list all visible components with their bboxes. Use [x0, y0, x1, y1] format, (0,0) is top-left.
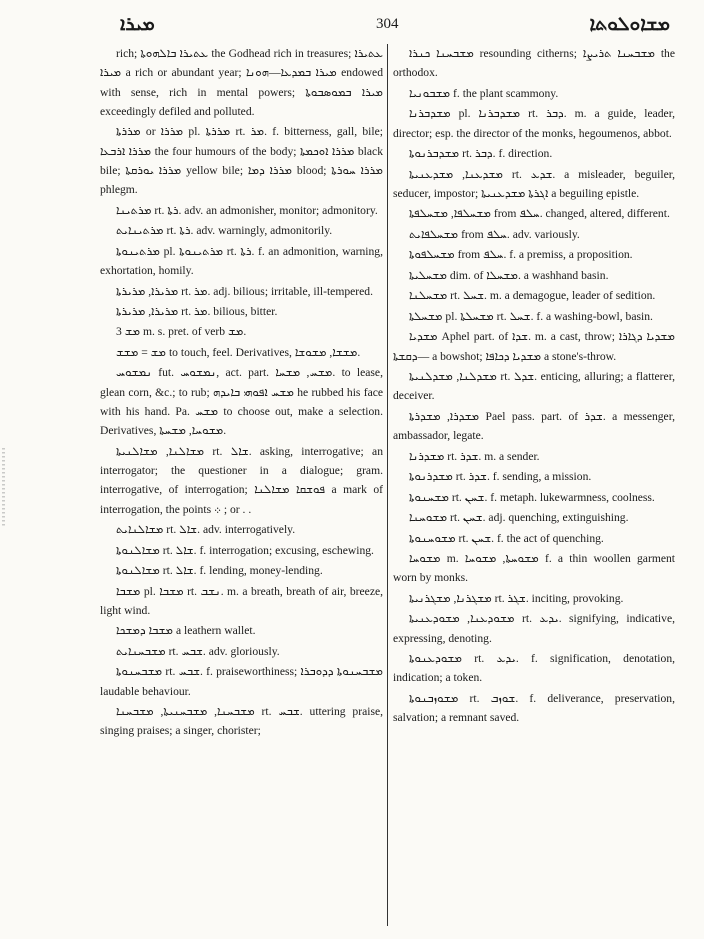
- dictionary-entry: rich; ܥܬܝܪܐ ܒܐܠܗܘܬܐ the Godhead rich in treasures; ܥܬܝܪܐ ܡܝܪܐ a rich or abundant year; ܡܝܪܐ ܒܡܕܥܐ—ܗܘܢܐ endowed with sense, rich in mental powers; ܡܝܪܐ ܒܡܘܣܒܘܬܐ exceedingly defiled and polluted.: [100, 47, 384, 118]
- dictionary-entry: ܡܫܘܙܒܢܘܬܐ rt. ܫܘܙܒ. f. deliverance, preservation, salvation; a remnant saved.: [393, 691, 675, 725]
- dictionary-entry: ܡܫܒܚܢܐ ܟܢܪܐ resounding citherns; ܡܫܒܚܢܐ ܬܪܝܨܐ the orthodox.: [393, 47, 675, 80]
- page-number: 304: [376, 16, 399, 32]
- dictionary-entry: ܡܫܚܢܘܬܐ rt. ܫܚܢ. f. metaph. lukewarmness, coolness.: [409, 490, 655, 504]
- dictionary-entry: ܡܫܐܠܢܘܬܐ rt. ܫܐܠ. f. lending, money-lending.: [116, 564, 323, 578]
- dictionary-entry: ܡܫܒܐ pl. ܡܫܒܐ rt. ܢܫܒ. m. a breath, breath of air, breeze, light wind.: [100, 584, 384, 617]
- column-divider: [387, 44, 388, 926]
- page-header: [100, 14, 680, 38]
- dictionary-entry: ܡܫܒܚܢܐ, ܡܫܒܚܢܝܬܐ, ܡܫܒܚܢܐ rt. ܫܒܚ. uttering praise, singing praises; a singer, chorister;: [100, 705, 383, 738]
- right-column: [393, 44, 675, 729]
- dictionary-entry: ܡܫܕܠܢܐ, ܡܫܕܠܢܝܬܐ rt. ܫܕܠ. enticing, alluring; a flatterer, deceiver.: [393, 370, 675, 403]
- dictionary-entry: ܡܫܘܚܐ m. ܡܫܘܚܬܐ, ܡܫܘܚܐ f. a thin woollen garment worn by monks.: [393, 551, 675, 585]
- dictionary-entry: ܡܪܬܝܢܐܝܬ rt. ܪܬܐ. adv. warningly, admonitorily.: [116, 224, 333, 238]
- dictionary-entry: ܡܫܕܥܢܐ, ܡܫܕܥܢܝܬܐ rt. ܫܕܥ. a misleader, beguiler, seducer, impostor; ܐܓܪܬܐ ܡܫܕܥܢܝܬܐ a beguiling epistle.: [393, 167, 676, 200]
- dictionary-entry: ܡܫܒܚܢܐܝܬ rt. ܫܒܚ. adv. gloriously.: [116, 644, 280, 658]
- dictionary-entry: ܡܫܒܚܢܘܬܐ rt. ܫܒܚ. f. praiseworthiness; ܡܫܒܚܢܘܬܐ ܕܕܘܒܪܐ laudable behaviour.: [100, 665, 384, 698]
- dictionary-entry: ܡܫܚܠܝܬܐ dim. of ܡܫܚܠܐ. a washhand basin.: [409, 268, 609, 282]
- dictionary-entry: ܡܫܘܕܥܢܘܬܐ rt. ܝܕܥ. f. signification, denotation, indication; a token.: [393, 652, 676, 685]
- dictionary-entry: ܡܪܬܝܢܘܬܐ pl. ܡܪܬܝܢܘܬܐ rt. ܪܬܐ. f. an admonition, warning, exhortation, homily.: [100, 244, 384, 278]
- dictionary-entry: ܡܫܕܝܐ Aphel part. of ܫܕܐ. m. a cast, throw; ܡܫܕܝܐ ܕܓܐܪܐ—ܕܩܫܬܐ a bowshot; ܡܫܕܝܐ ܕܟܐܦܐ a stone's-throw.: [393, 330, 675, 363]
- dictionary-entry: ܡܫܚܠܦܐ, ܡܫܚܠܦܬܐ from ܚܠܦ. changed, altered, different.: [409, 207, 670, 221]
- dictionary-entry: ܡܫ = ܡܫܫ to touch, feel. Derivatives, ܡܫܫܐ, ܡܫܘܫܐ.: [116, 345, 361, 359]
- dictionary-entry: ܡܫܘܚܢܐ rt. ܫܚܢ. adj. quenching, extinguishing.: [409, 511, 629, 525]
- dictionary-entry: ܡܪܝܪܐ, ܡܪܝܪܬܐ rt. ܡܪ. bilious, bitter.: [116, 304, 278, 318]
- dictionary-entry: ܡܪܝܪܐ, ܡܪܝܪܬܐ rt. ܡܪ. adj. bilious; irritable, ill-tempered.: [116, 284, 373, 298]
- dictionary-entry: ܡܫܚܠܦܘܬܐ from ܚܠܦ. f. a premiss, a proposition.: [409, 248, 633, 262]
- dictionary-entry: ܡܫܓܪܢܐ, ܡܫܓܪܢܝܬܐ rt. ܫܓܪ. inciting, provoking.: [409, 591, 624, 605]
- dictionary-entry: ܡܫܚܠܢܐ rt. ܫܚܠ. m. a demagogue, leader of sedition.: [409, 289, 656, 303]
- running-head-left: ܡܝܪܐ: [120, 14, 155, 35]
- dictionary-entry: ܡܫܐܠܢܐܝܬ rt. ܫܐܠ. adv. interrogatively.: [116, 523, 296, 537]
- dictionary-entry: ܡܫܚܠܬܐ pl. ܡܫܚܠܬܐ rt. ܫܚܠ. f. a washing-bowl, basin.: [409, 309, 653, 323]
- margin-mark: [2, 448, 5, 528]
- dictionary-entry: ܡܫܒܘܢܝܐ f. the plant scammony.: [409, 86, 559, 100]
- dictionary-entry: ܡܪܬܝܢܐ rt. ܪܬܐ. adv. an admonisher, monitor; admonitory.: [116, 203, 378, 217]
- dictionary-entry: ܡܫܕܪܐ, ܡܫܕܪܬܐ Pael pass. part. of ܫܕܪ. a messenger, ambassador, legate.: [393, 409, 675, 443]
- dictionary-entry: ܡܫ 3 m. s. pret. of verb ܡܫ.: [116, 325, 247, 339]
- dictionary-entry: ܡܫܕܪܢܐ rt. ܫܕܪ. m. a sender.: [409, 449, 540, 463]
- dictionary-entry: ܡܫܒܐ ܕܡܫܟܐ a leathern wallet.: [116, 624, 256, 638]
- dictionary-entry: ܢܡܫܘܚ fut. ܢܡܫܘܚ, act. part. ܡܫܚ, ܡܫܚܐ. to lease, glean corn, &c.; to rub; ܡܫܚ ܐܦܘܗܝ ܒܐܝܕܗ he rubbed his face with his hand. Pa. ܡܫܚ to choose out, make a selection. Derivatives, ܡܫܘܚܐ, ܡܫܚܬܐ.: [100, 366, 384, 438]
- dictionary-entry: ܡܫܘܚܢܘܬܐ rt. ܫܚܢ. f. the act of quenching.: [409, 531, 604, 545]
- dictionary-entry: ܡܫܐܠܢܐ, ܡܫܐܠܢܝܬܐ rt. ܫܐܠ. asking, interrogative; an interrogator; the questioner in a dialogue; gram. interrogative, of interrogation; ܦܘܫܩܐ ܡܫܐܠܢܐ a mark of interrogation, the points ܀ ; or . .: [100, 444, 384, 516]
- running-head-right: ܡܫܐܘܠܘܬܐ: [589, 14, 670, 35]
- dictionary-entry: ܡܫܕܪܢܘܬܐ rt. ܫܕܪ. f. sending, a mission.: [409, 470, 592, 484]
- dictionary-entry: ܡܫܕܒܪܢܘܬܐ rt. ܕܒܪ. f. direction.: [409, 147, 553, 161]
- dictionary-entry: ܡܫܕܒܪܢܐ pl. ܡܫܕܒܪܢܐ rt. ܕܒܪ. m. a guide, leader, director; esp. the director of the monks, hegoumenos, abbot.: [393, 107, 675, 140]
- left-column: [100, 44, 383, 742]
- dictionary-entry: ܡܫܚܠܦܐܝܬ from ܚܠܦ. adv. variously.: [409, 227, 580, 241]
- dictionary-entry: ܡܫܘܕܥܢܐ, ܡܫܘܕܥܢܝܬܐ rt. ܝܕܥ. signifying, indicative, expressing, denoting.: [393, 612, 675, 645]
- dictionary-entry: ܡܪܪܬܐ or ܡܪܪܐ pl. ܡܪܪܬܐ rt. ܡܪ. f. bitterness, gall, bile; ܡܪܪܐ ܐܪܒܥܐ the four humours of the body; ܡܪܪܐ ܐܘܟܡܬܐ black bile; ܡܪܪܐ ܝܘܪܩܬܐ yellow bile; ܡܪܪܐ ܕܡܐ blood; ܡܪܪܐ ܚܘܪܬܐ phlegm.: [100, 125, 383, 197]
- dictionary-entry: ܡܫܐܠܢܘܬܐ rt. ܫܐܠ. f. interrogation; excusing, eschewing.: [116, 543, 374, 557]
